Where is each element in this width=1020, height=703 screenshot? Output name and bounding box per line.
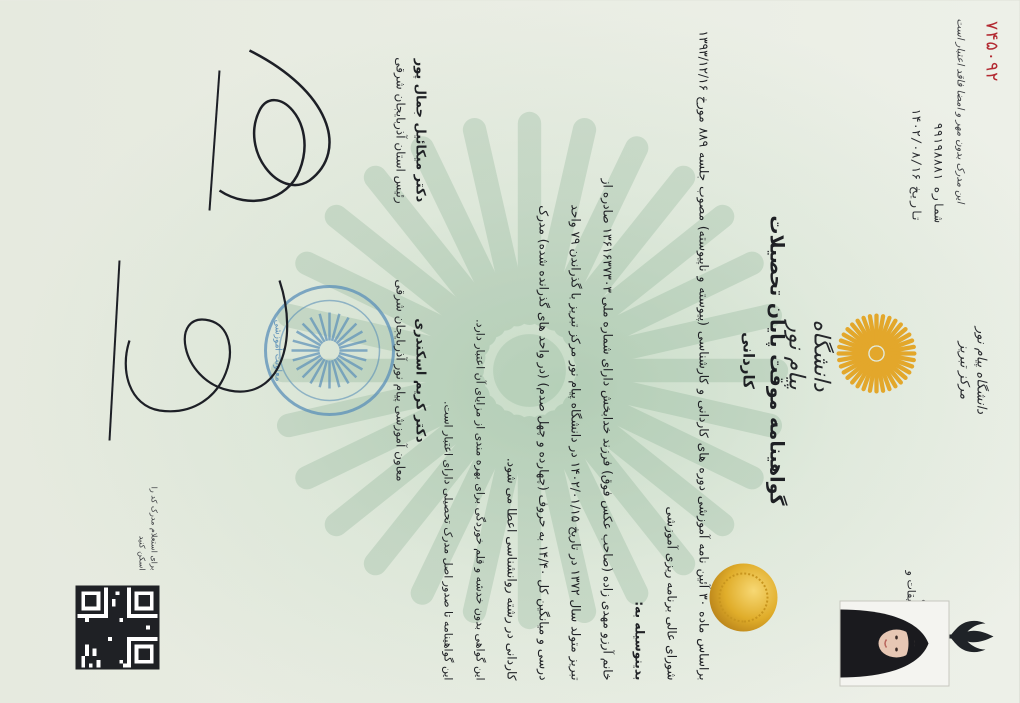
- stamp-text: معاونت آموزشی: [272, 319, 283, 382]
- body-paragraph: کاردانی در رشته روانشناسی اعطا می شود.: [504, 457, 519, 681]
- body-paragraph: براساس ماده ۳۰ آئین نامه آموزشی دوره های کاردانی و کارشناسی (پیوسته و ناپیوسته) مصوب جلسه ۸۸۹ مورخ ۱۳۹۳/۱۲/۱۶ شورای عالی برنامه ریزی آموزشی: [664, 30, 711, 681]
- number-value: ۹۹۱۹۸۸۸۱: [931, 122, 946, 181]
- body-paragraph: درسی و میانگین کل ۱۴/۴۰ به حروف (چهارده و چهل صدم) (در واحد های گذرانده شده) مدرک: [536, 205, 551, 681]
- signature-scribble-icon: [100, 251, 320, 451]
- signatory-1-role: معاون آموزشی پیام نور آذربایجان شرقی: [393, 279, 408, 482]
- body-paragraph: بدینوسیله به:: [632, 601, 647, 681]
- university-header: [956, 241, 990, 501]
- signatory-2: [392, 21, 430, 241]
- signatory-2-role: رئیس استان آذربایجان شرقی: [393, 57, 408, 204]
- date-row: [906, 23, 928, 223]
- number-row: [928, 23, 950, 223]
- certificate-document: [0, 1, 1020, 703]
- signatory-1-name: دکتر کریم اسکندری: [412, 318, 428, 443]
- degree-level: کاردانی: [739, 332, 758, 389]
- certificate-body: [432, 31, 720, 681]
- university-branch: مرکز تبریز: [956, 341, 972, 400]
- serial-number: ۷۴۵۰۹۲: [981, 20, 1002, 82]
- qr-code-icon: [76, 586, 160, 670]
- body-paragraph: این گواهی بدون خدشه و قلم خوردگی برای بهره مندی از مزایای آن اعتبار دارد.: [473, 319, 487, 681]
- date-label: تاریخ: [909, 186, 924, 223]
- university-name: دانشگاه پیام نور: [973, 327, 989, 414]
- payame-noor-logo-icon: [834, 311, 920, 397]
- certificate-title: گواهینامه موقت پایان تحصیلات: [765, 215, 788, 506]
- signatory-1: [392, 271, 430, 491]
- body-paragraph: این گواهینامه تا صدور اصل مدرک تحصیلی دارای اعتبار است.: [441, 401, 455, 681]
- signatory-2-name: دکتر میکائیل جمال پور: [412, 58, 428, 203]
- body-paragraph: خانم آرزو مهدی زاده (صاحب عکس فوق) فرزند خدابخش دارای شماره ملی ۱۳۶۱۶۳۷۳۰۳ صادره از: [600, 178, 615, 681]
- student-photo: [840, 601, 950, 687]
- validity-note: این مدرک بدون مهر و امضا فاقد اعتبار است: [954, 18, 966, 204]
- document-meta: [906, 23, 950, 223]
- university-brand-text: دانشگاه پیام نور: [783, 319, 834, 392]
- date-value: ۱۴۰۲/۰۸/۱۶: [909, 108, 924, 181]
- number-label: شماره: [931, 186, 946, 223]
- signature-scribble-icon: [190, 31, 370, 231]
- qr-caption: برای استعلام مدرک کد را اسکن کنید: [137, 486, 159, 571]
- body-paragraph: تبریز متولد سال ۱۳۷۲ در تاریخ ۱۴۰۲/۰۱/۱۵ در دانشگاه پیام نور مرکز تبریز با گذراندن ۷۹ واحد: [568, 204, 583, 681]
